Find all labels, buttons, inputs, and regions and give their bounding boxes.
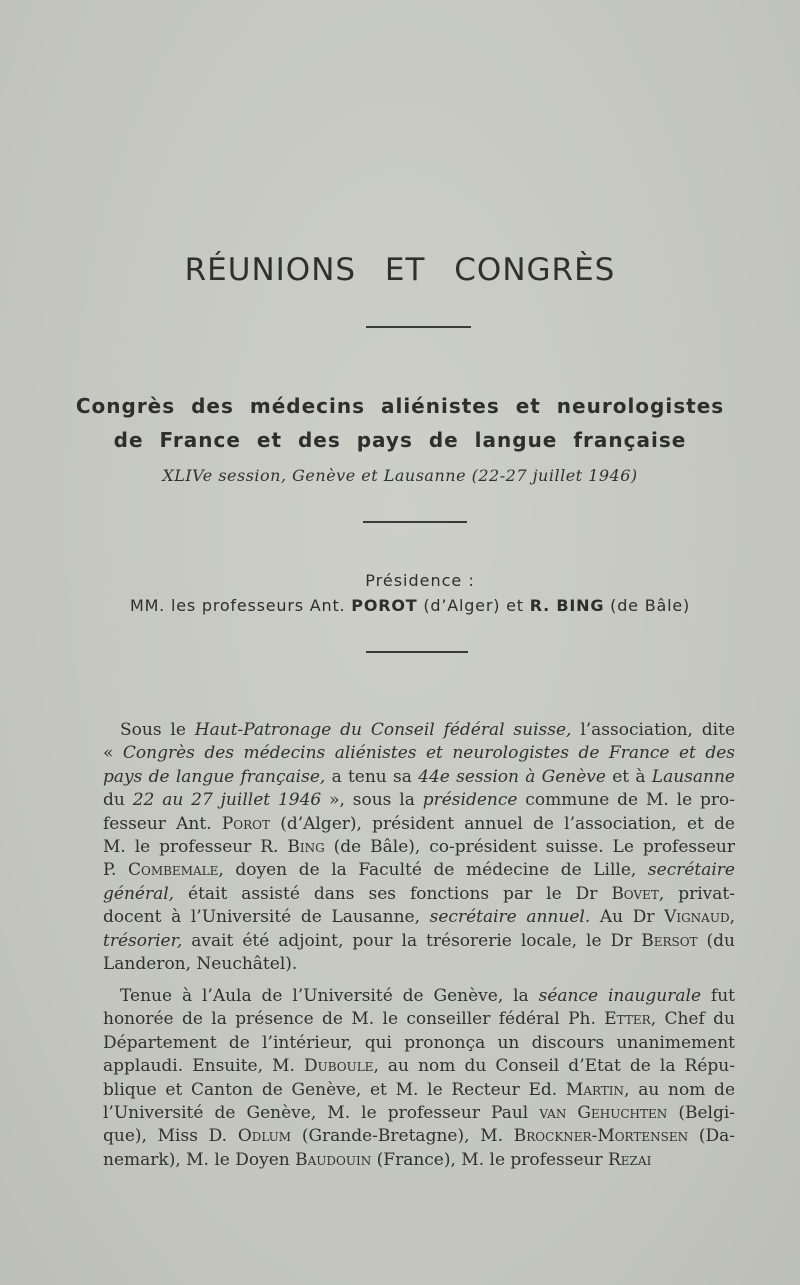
text-run: », sous la bbox=[321, 790, 423, 811]
text-run: , au nom de bbox=[624, 1079, 735, 1100]
italic-run: Congrès des médecins aliénistes et neurologistes de France et des bbox=[122, 743, 736, 764]
text-run: Département de l’intérieur, qui prononça un discours unanimement bbox=[103, 1032, 735, 1053]
text-run: (France), M. le professeur bbox=[371, 1149, 608, 1170]
session-subtitle: XLIVe session, Genève et Lausanne (22-27 juillet 1946) bbox=[162, 466, 638, 485]
divider-1 bbox=[366, 326, 471, 328]
text-run: était assisté dans ses fonctions par le Dr bbox=[174, 883, 612, 904]
text-run: a tenu sa bbox=[325, 766, 419, 787]
text-line bbox=[103, 985, 735, 1008]
person-name: Bovet bbox=[611, 883, 659, 904]
text-line bbox=[103, 789, 735, 812]
italic-run: Haut-Patronage du Conseil fédéral suisse, bbox=[194, 720, 572, 740]
person-name: Rezai bbox=[608, 1149, 652, 1170]
text-line bbox=[103, 1149, 735, 1172]
text-run: (Da- bbox=[688, 1126, 736, 1147]
text-line bbox=[103, 1008, 735, 1031]
italic-run: Lausanne bbox=[651, 766, 735, 787]
presidents-line bbox=[0, 596, 800, 615]
text-line bbox=[103, 883, 735, 906]
divider-2 bbox=[363, 521, 467, 523]
italic-run: secrétaire bbox=[647, 860, 735, 881]
text-run: Au Dr bbox=[590, 907, 665, 928]
text-run: commune de M. le pro- bbox=[517, 790, 735, 811]
italic-run: trésorier, bbox=[103, 930, 183, 951]
text-run: blique et Canton de Genève, et M. le Recteur Ed. bbox=[103, 1079, 566, 1100]
text-run: Sous le bbox=[120, 720, 195, 740]
person-name: Martin bbox=[565, 1079, 625, 1100]
text-run: l’Université de Genève, M. le professeur Paul bbox=[103, 1103, 540, 1124]
text-run: que), Miss D. bbox=[103, 1126, 238, 1147]
italic-run: 22 au 27 juillet 1946 bbox=[132, 790, 322, 811]
person-name: Odlum bbox=[237, 1126, 292, 1147]
text-line bbox=[103, 813, 735, 836]
presidents-mid: (d’Alger) et bbox=[417, 596, 530, 615]
text-run: docent à l’Université de Lausanne, bbox=[103, 907, 430, 928]
text-line bbox=[103, 930, 735, 953]
person-name: Combemale bbox=[127, 860, 219, 881]
italic-run: secrétaire annuel. bbox=[429, 907, 591, 928]
text-run: fesseur Ant. bbox=[103, 813, 222, 834]
person-name: Bing bbox=[287, 837, 325, 858]
body-paragraph-2 bbox=[103, 985, 735, 1172]
text-line bbox=[103, 1079, 735, 1102]
person-name: Baudouin bbox=[295, 1149, 372, 1170]
congress-title-line-1: Congrès des médecins aliénistes et neurologistes bbox=[75, 394, 725, 418]
text-line bbox=[103, 859, 735, 882]
text-run: (Grande-Bretagne), M. bbox=[291, 1126, 514, 1147]
italic-run: général, bbox=[103, 883, 175, 904]
text-run: honorée de la présence de M. le conseiller fédéral Ph. bbox=[103, 1009, 605, 1030]
text-run: , bbox=[729, 907, 735, 928]
text-run: avait été adjoint, pour la trésorerie locale, le Dr bbox=[182, 930, 642, 951]
text-line bbox=[103, 1055, 735, 1078]
text-run: applaudi. Ensuite, M. bbox=[103, 1056, 304, 1077]
text-run: , au nom du Conseil d’Etat de la Répu- bbox=[373, 1056, 735, 1077]
text-run: , doyen de la Faculté de médecine de Lille, bbox=[218, 860, 648, 881]
person-name: Bersot bbox=[641, 930, 698, 951]
text-run: P. bbox=[103, 860, 128, 881]
text-line bbox=[103, 1102, 735, 1125]
person-name: Vignaud bbox=[664, 907, 730, 928]
president-name-1: POROT bbox=[351, 596, 418, 615]
text-line bbox=[103, 836, 735, 859]
person-name: van Gehuchten bbox=[539, 1103, 668, 1124]
text-run: , privat- bbox=[658, 883, 735, 904]
divider-3 bbox=[366, 651, 468, 653]
body-paragraph-1 bbox=[103, 719, 735, 976]
text-line bbox=[103, 1032, 735, 1055]
person-name: Porot bbox=[221, 813, 270, 834]
text-line bbox=[103, 906, 735, 929]
text-run: nemark), M. le Doyen bbox=[103, 1149, 296, 1170]
text-run: Tenue à l’Aula de l’Université de Genève, la bbox=[120, 986, 539, 1006]
text-line bbox=[103, 742, 735, 765]
text-run: Landeron, Neuchâtel). bbox=[103, 954, 298, 975]
text-line bbox=[103, 766, 735, 789]
text-run: (du bbox=[697, 930, 735, 951]
text-line bbox=[103, 719, 735, 742]
person-name: Etter bbox=[604, 1009, 651, 1030]
text-run: (Belgi- bbox=[667, 1103, 736, 1124]
text-run: fut bbox=[701, 986, 735, 1006]
italic-run: présidence bbox=[422, 790, 518, 811]
congress-title-line-2: de France et des pays de langue française bbox=[113, 428, 687, 452]
page-title: RÉUNIONS ET CONGRÈS bbox=[184, 252, 616, 288]
italic-run: séance inaugurale bbox=[538, 986, 702, 1006]
text-line bbox=[103, 1125, 735, 1148]
text-run: et à bbox=[605, 766, 652, 787]
text-line bbox=[103, 953, 735, 976]
presidence-label: Présidence : bbox=[365, 571, 475, 590]
text-run: M. le professeur R. bbox=[103, 837, 288, 858]
italic-run: pays de langue française, bbox=[103, 766, 326, 787]
text-run: (d’Alger), président annuel de l’association, et de bbox=[269, 813, 735, 834]
text-run: (de Bâle), co-président suisse. Le professeur bbox=[324, 837, 735, 858]
text-run: l’association, dite bbox=[571, 720, 735, 740]
president-name-2: R. BING bbox=[529, 596, 605, 615]
presidents-suffix: (de Bâle) bbox=[604, 596, 691, 615]
presidents-prefix: MM. les professeurs Ant. bbox=[129, 596, 352, 615]
italic-run: 44e session à Genève bbox=[418, 766, 606, 787]
text-run: , Chef du bbox=[650, 1009, 735, 1030]
person-name: Duboule bbox=[303, 1056, 374, 1077]
text-run: « bbox=[103, 743, 123, 764]
person-name: Brockner-Mortensen bbox=[513, 1126, 689, 1147]
text-run: du bbox=[103, 790, 133, 811]
